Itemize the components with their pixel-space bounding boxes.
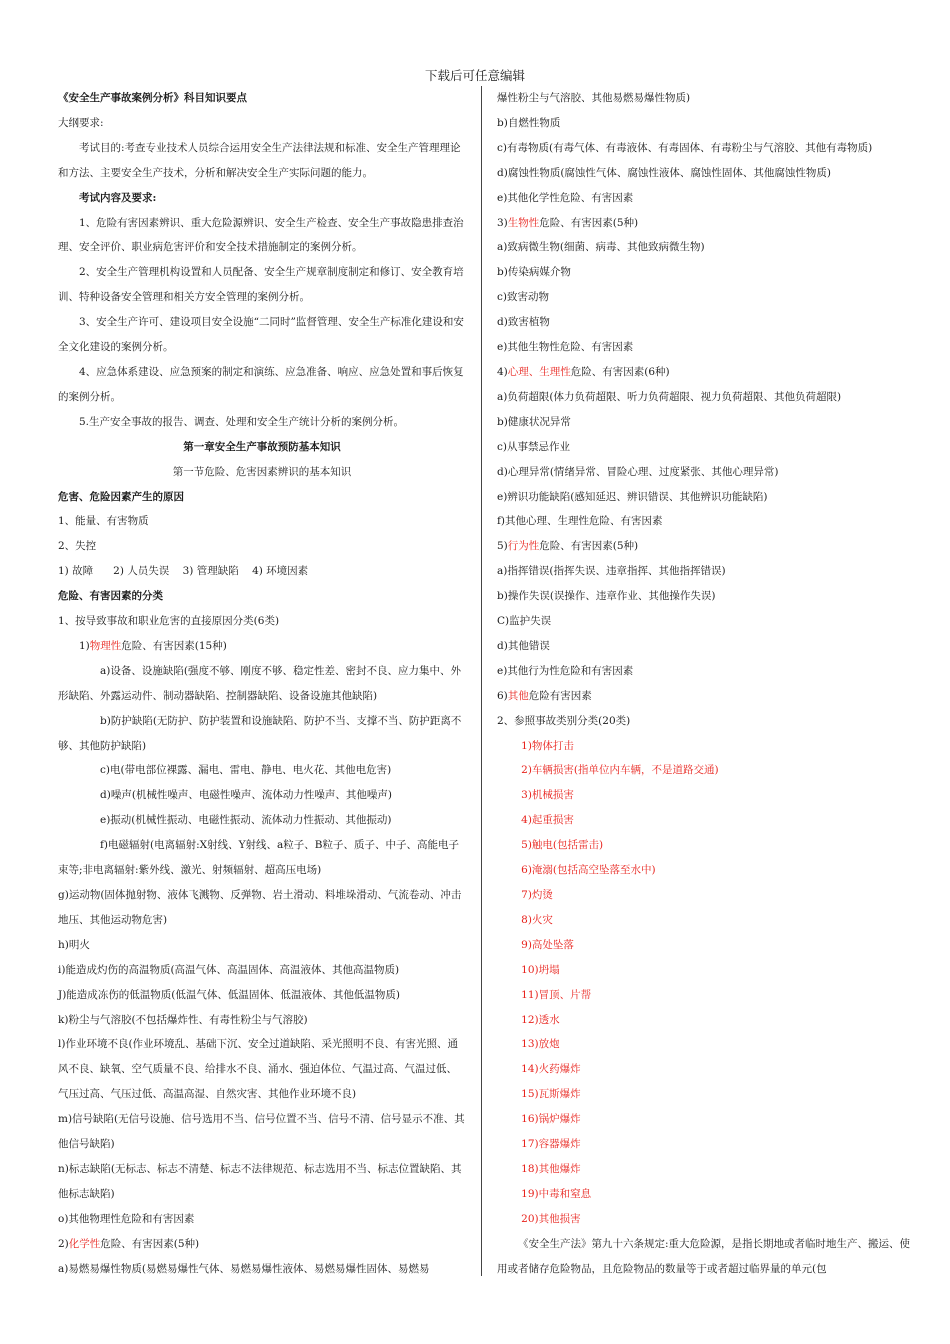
- psychological-item-f: f)其他心理、生理性危险、有害因素: [497, 515, 663, 528]
- behavioral-item-d: d)其他错误: [497, 639, 550, 652]
- physical-item-m: m)信号缺陷(无信号设施、信号选用不当、信号位置不当、信号不清、信号显示不准、其他信号缺陷): [58, 1113, 465, 1151]
- physical-item-l: l)作业环境不良(作业环境乱、基础下沉、安全过道缺陷、采光照明不良、有害光照、通风不良、缺氧、空气质量不良、给排水不良、涌水、强迫体位、气温过高、气温过低、气压过高、气压过低、高温高湿、自然灾害、其他作业环境不良): [58, 1038, 459, 1101]
- accident-category-item: 17)容器爆炸: [521, 1138, 581, 1151]
- accident-category-list: [497, 734, 912, 1232]
- biological-keyword: 生物性: [507, 216, 540, 229]
- physical-item-g: g)运动物(固体抛射物、液体飞溅物、反弹物、岩土滑动、料堆垛滑动、气流卷动、冲击地压、其他运动物危害): [58, 889, 462, 926]
- biological-item-e: e)其他生物性危险、有害因素: [497, 341, 634, 354]
- accident-category-item: 11)冒顶、片帮: [521, 988, 592, 1001]
- requirement-1: 1、危险有害因素辨识、重大危险源辨识、安全生产检查、安全生产事故隐患排查治理、安全评价、职业病危害评价和安全技术措施制定的案例分析。: [58, 216, 464, 254]
- page-header: 下载后可任意编辑: [424, 68, 525, 83]
- physical-item-o: o)其他物理性危险和有害因素: [58, 1212, 195, 1225]
- classification-2: 2、参照事故类别分类(20类): [497, 714, 631, 727]
- physical-factors-heading: [58, 634, 466, 659]
- accident-category-item: 14)火药爆炸: [521, 1063, 581, 1076]
- biological-item-d: d)致害植物: [497, 316, 550, 329]
- psychological-factors-heading: [497, 360, 912, 385]
- psychological-keyword: 心理、生理性: [507, 365, 571, 378]
- accident-category-item: 5)触电(包括雷击): [521, 839, 604, 852]
- accident-category-item: 4)起重损害: [521, 814, 574, 827]
- accident-category-item: 1)物体打击: [521, 739, 574, 752]
- other-suffix: 危险有害因素: [528, 689, 592, 702]
- exam-purpose: 考试目的:考查专业技术人员综合运用安全生产法律法规和标准、安全生产管理理论和方法、主要安全生产技术，分析和解决安全生产实际问题的能力。: [58, 141, 461, 179]
- accident-category-item: 6)淹溺(包括高空坠落至水中): [521, 864, 656, 877]
- other-factors-heading: [497, 684, 912, 709]
- behavioral-factors-heading: [497, 534, 912, 559]
- physical-item-c: c)电(带电部位裸露、漏电、雷电、静电、电火花、其他电危害): [100, 764, 392, 777]
- physical-prefix: 1): [79, 639, 90, 652]
- psychological-prefix: 4): [497, 365, 508, 378]
- chemical-prefix: 2): [58, 1237, 69, 1250]
- other-prefix: 6): [497, 689, 508, 702]
- behavioral-item-c: C)监护失误: [497, 615, 552, 628]
- requirement-2: 2、安全生产管理机构设置和人员配备、安全生产规章制度制定和修订、安全教育培训、特种设备安全管理和相关方安全管理的案例分析。: [58, 266, 464, 304]
- chemical-item-e: e)其他化学性危险、有害因素: [497, 191, 634, 204]
- biological-suffix: 危险、有害因素(5种): [539, 216, 639, 229]
- exam-content-heading: 考试内容及要求:: [79, 191, 157, 204]
- left-column: [58, 86, 466, 1282]
- physical-item-i: i)能造成灼伤的高温物质(高温气体、高温固体、高温液体、其他高温物质): [58, 963, 400, 976]
- accident-category-item: 10)坍塌: [521, 963, 560, 976]
- biological-item-b: b)传染病媒介物: [497, 266, 571, 279]
- behavioral-prefix: 5): [497, 540, 508, 553]
- physical-suffix: 危险、有害因素(15种): [121, 639, 227, 652]
- biological-factors-heading: [497, 211, 912, 236]
- psychological-item-d: d)心理异常(情绪异常、冒险心理、过度紧张、其他心理异常): [497, 465, 779, 478]
- chemical-factors-heading: [58, 1232, 466, 1257]
- accident-category-item: 13)放炮: [521, 1038, 560, 1051]
- physical-keyword: 物理性: [89, 639, 122, 652]
- chapter-heading: 第一章安全生产事故预防基本知识: [183, 440, 341, 453]
- accident-category-item: 7)灼烫: [521, 889, 553, 901]
- cause-2: 2、失控: [58, 540, 97, 553]
- requirement-5: 5.生产安全事故的报告、调查、处理和安全生产统计分析的案例分析。: [79, 415, 405, 428]
- behavioral-suffix: 危险、有害因素(5种): [539, 540, 639, 553]
- cause-2-items: 1) 故障 2) 人员失误 3) 管理缺陷 4) 环境因素: [58, 565, 309, 578]
- physical-item-n: n)标志缺陷(无标志、标志不清楚、标志不法律规范、标志选用不当、标志位置缺陷、其他标志缺陷): [58, 1162, 462, 1200]
- chemical-suffix: 危险、有害因素(5种): [100, 1237, 200, 1250]
- behavioral-item-b: b)操作失误(误操作、违章作业、其他操作失误): [497, 590, 716, 603]
- right-column: [497, 86, 912, 1282]
- classification-1: 1、按导致事故和职业危害的直接原因分类(6类): [58, 615, 280, 628]
- physical-item-f: f)电磁辐射(电离辐射:X射线、Y射线、a粒子、B粒子、质子、中子、高能电子束等;非电离辐射:紫外线、激光、射频辐射、超高压电场): [58, 839, 459, 877]
- accident-category-item: 2)车辆损害(指单位内车辆，不是道路交通): [521, 764, 719, 777]
- accident-category-item: 19)中毒和窒息: [521, 1187, 592, 1200]
- chemical-item-b: b)自燃性物质: [497, 116, 561, 129]
- accident-category-item: 9)高处坠落: [521, 938, 574, 951]
- accident-category-item: 3)机械损害: [521, 789, 574, 802]
- other-keyword: 其他: [507, 689, 529, 702]
- chemical-item-a: a)易燃易爆性物质(易燃易爆性气体、易燃易爆性液体、易燃易爆性固体、易燃易: [58, 1262, 430, 1275]
- causes-heading: 危害、危险因素产生的原因: [58, 490, 184, 503]
- physical-item-a: a)设备、设施缺陷(强度不够、刚度不够、稳定性差、密封不良、应力集中、外形缺陷、外露运动件、制动器缺陷、控制器缺陷、设备设施其他缺陷): [58, 664, 461, 702]
- chemical-item-a-continued: 爆性粉尘与气溶胶、其他易燃易爆性物质): [497, 92, 691, 104]
- psychological-item-b: b)健康状况异常: [497, 415, 571, 428]
- behavioral-item-a: a)指挥错误(指挥失误、违章指挥、其他指挥错误): [497, 565, 726, 578]
- requirement-3: 3、安全生产许可、建设项目安全设施“二同时”监督管理、安全生产标准化建设和安全文化建设的案例分析。: [58, 316, 464, 354]
- column-divider: [481, 86, 482, 1276]
- psychological-suffix: 危险、有害因素(6种): [570, 365, 670, 378]
- physical-item-b: b)防护缺陷(无防护、防护装置和设施缺陷、防护不当、支撑不当、防护距离不够、其他防护缺陷): [58, 714, 462, 752]
- behavioral-item-e: e)其他行为性危险和有害因素: [497, 664, 634, 677]
- accident-category-item: 12)透水: [521, 1013, 560, 1026]
- biological-item-a: a)致病微生物(细菌、病毒、其他致病微生物): [497, 241, 705, 254]
- physical-item-j: J)能造成冻伤的低温物质(低温气体、低温固体、低温液体、其他低温物质): [58, 988, 400, 1001]
- classification-heading: 危险、有害因素的分类: [58, 590, 163, 603]
- chemical-item-d: d)腐蚀性物质(腐蚀性气体、腐蚀性液体、腐蚀性固体、其他腐蚀性物质): [497, 166, 832, 179]
- psychological-item-e: e)辨识功能缺陷(感知延迟、辨识错误、其他辨识功能缺陷): [497, 490, 768, 503]
- accident-category-item: 18)其他爆炸: [521, 1162, 581, 1175]
- physical-item-k: k)粉尘与气溶胶(不包括爆炸性、有毒性粉尘与气溶胶): [58, 1013, 308, 1026]
- psychological-item-a: a)负荷超限(体力负荷超限、听力负荷超限、视力负荷超限、其他负荷超限): [497, 390, 842, 403]
- accident-category-item: 20)其他损害: [521, 1212, 581, 1225]
- behavioral-keyword: 行为性: [507, 540, 540, 553]
- accident-category-item: 16)锅炉爆炸: [521, 1113, 581, 1126]
- biological-prefix: 3): [497, 216, 508, 229]
- safety-law-article: 《安全生产法》第九十六条规定:重大危险源，是指长期地或者临时地生产、搬运、使用或者储存危险物品，且危险物品的数量等于或者超过临界量的单元(包: [497, 1237, 911, 1275]
- accident-category-item: 15)瓦斯爆炸: [521, 1088, 581, 1101]
- doc-title: 《安全生产事故案例分析》科目知识要点: [58, 92, 247, 104]
- biological-item-c: c)致害动物: [497, 291, 549, 304]
- requirement-4: 4、应急体系建设、应急预案的制定和演练、应急准备、响应、应急处置和事后恢复的案例分析。: [58, 365, 464, 403]
- accident-category-item: 8)火灾: [521, 913, 553, 926]
- psychological-item-c: c)从事禁忌作业: [497, 440, 570, 453]
- outline-label: 大纲要求:: [58, 116, 104, 129]
- physical-item-e: e)振动(机械性振动、电磁性振动、流体动力性振动、其他振动): [100, 814, 392, 827]
- section-heading: 第一节危险、危害因素辨识的基本知识: [172, 465, 352, 478]
- chemical-item-c: c)有毒物质(有毒气体、有毒液体、有毒固体、有毒粉尘与气溶胶、其他有毒物质): [497, 141, 873, 154]
- cause-1: 1、能量、有害物质: [58, 515, 149, 528]
- physical-item-d: d)噪声(机械性噪声、电磁性噪声、流体动力性噪声、其他噪声): [100, 789, 393, 802]
- chemical-keyword: 化学性: [68, 1237, 101, 1250]
- physical-item-h: h)明火: [58, 938, 90, 951]
